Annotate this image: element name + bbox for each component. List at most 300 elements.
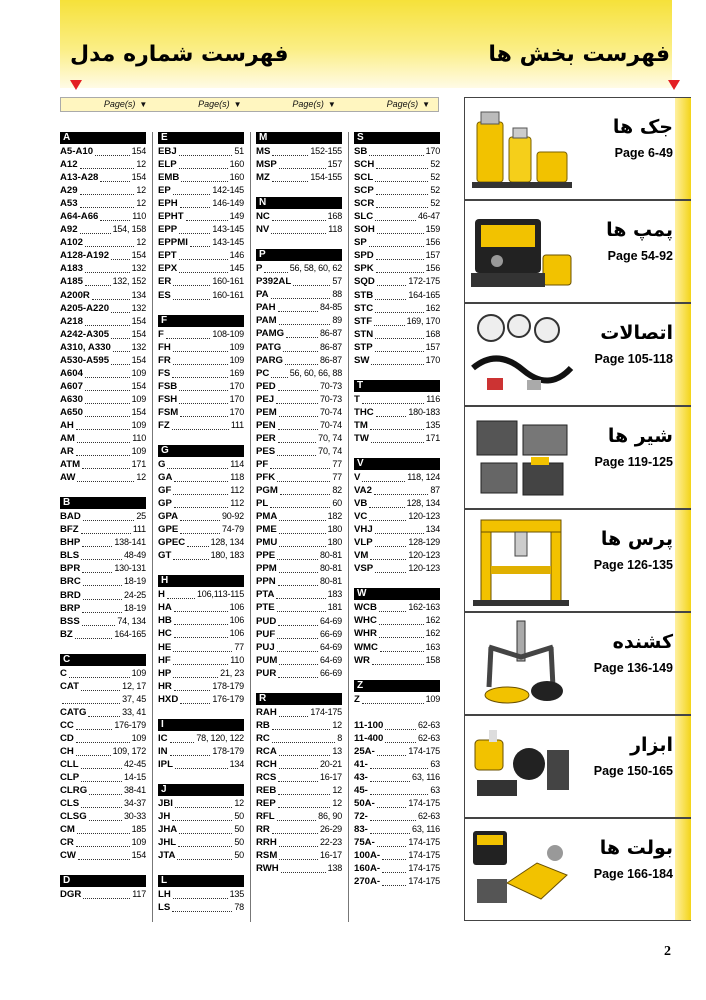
dot-leader: [81, 551, 122, 560]
page-ref: 168: [425, 328, 440, 339]
model-number: A310, A330: [60, 341, 111, 353]
model-number: SQD: [354, 276, 375, 288]
model-number: SCH: [354, 159, 375, 171]
index-entry: [354, 549, 440, 562]
index-section: [60, 654, 146, 863]
model-number: EPH: [158, 198, 178, 210]
page-ref: 154: [131, 380, 146, 391]
model-number: SOH: [354, 224, 375, 236]
model-number: C: [60, 667, 67, 679]
page-ref: 174-175: [408, 876, 440, 887]
category-fittings[interactable]: اتصالات Page 105-118: [464, 303, 691, 406]
index-entry: [256, 615, 342, 628]
page-ref: 33, 41: [122, 706, 146, 717]
dot-leader: [374, 317, 404, 326]
page-ref: 109: [131, 837, 146, 848]
section-letter: I: [158, 719, 244, 731]
index-entry: [354, 406, 440, 419]
model-number: PAM: [256, 315, 277, 327]
index-entry: [256, 745, 342, 758]
index-entry: [256, 432, 342, 445]
model-number: RCS: [256, 771, 277, 783]
index-entry: [354, 614, 440, 627]
model-number: CLS: [60, 798, 80, 810]
dot-leader: [278, 669, 318, 678]
dot-leader: [85, 264, 130, 273]
press-frame-icon: [467, 514, 577, 608]
dot-leader: [382, 877, 406, 886]
dot-leader: [277, 447, 316, 456]
page-ref: 138-141: [114, 537, 146, 548]
model-number: CH: [60, 745, 74, 757]
dot-leader: [173, 656, 228, 665]
index-entry: [158, 549, 244, 562]
page-ref: 57: [332, 276, 342, 287]
dot-leader: [180, 408, 227, 417]
model-number: MSP: [256, 159, 277, 171]
index-entry: [60, 445, 146, 458]
dot-leader: [362, 395, 424, 404]
index-entry: [354, 797, 440, 810]
dot-leader: [270, 460, 330, 469]
page-ref: 116: [426, 393, 440, 404]
index-column-2: [158, 132, 244, 922]
dot-leader: [173, 356, 228, 365]
model-number: GPEC: [158, 537, 186, 549]
page-ref: 130-131: [114, 563, 146, 574]
page-ref: 70, 74: [318, 445, 342, 456]
page-ref: 154: [131, 250, 146, 261]
index-entry: [60, 419, 146, 432]
model-number: AW: [60, 472, 76, 484]
page-ref: 12: [332, 798, 342, 809]
page-ref: 77: [332, 471, 342, 482]
page-ref: 51: [234, 146, 244, 156]
dot-leader: [85, 238, 134, 247]
page-ref: 170: [425, 354, 440, 365]
model-number: RCA: [256, 745, 277, 757]
category-pullers[interactable]: کشنده Page 136-149: [464, 612, 691, 715]
model-number: Z: [354, 693, 360, 705]
dot-leader: [375, 525, 424, 534]
dot-leader: [95, 147, 130, 156]
column-divider: [152, 132, 153, 922]
model-number: HA: [158, 602, 172, 614]
page-ref: 50: [234, 837, 244, 848]
dot-leader: [279, 512, 325, 521]
dot-leader: [82, 460, 130, 469]
model-number: GPA: [158, 511, 179, 523]
index-entry: [256, 601, 342, 614]
page-ref: 12: [136, 185, 146, 196]
page-ref: 30-33: [123, 811, 146, 822]
dot-leader: [375, 212, 416, 221]
index-entry: [256, 562, 342, 575]
dot-leader: [369, 512, 406, 521]
model-number: VHJ: [354, 524, 373, 536]
index-entry: [354, 497, 440, 510]
model-number: ER: [158, 276, 172, 288]
page-ref: 145: [229, 263, 244, 274]
down-arrow-icon: ▼: [233, 100, 242, 109]
index-entry: [158, 849, 244, 862]
category-valves[interactable]: شیر ها Page 119-125: [464, 406, 691, 509]
dot-leader: [172, 903, 232, 912]
index-entry: [354, 823, 440, 836]
index-entry: [60, 836, 146, 849]
dot-leader: [76, 421, 130, 430]
index-entry: [60, 184, 146, 197]
model-number: H: [158, 589, 165, 601]
dot-leader: [277, 551, 318, 560]
page-ref: 160: [229, 172, 244, 183]
model-number: SCP: [354, 185, 374, 197]
index-section: [354, 719, 440, 889]
model-number: ELP: [158, 159, 177, 171]
dot-leader: [178, 838, 232, 847]
index-entry: [256, 719, 342, 732]
page-ref: 128, 134: [406, 498, 440, 509]
model-number: BZ: [60, 628, 73, 640]
page-ref: 120-123: [408, 563, 440, 574]
model-number: BRD: [60, 589, 81, 601]
model-number: EPT: [158, 250, 177, 262]
index-entry: [256, 327, 342, 340]
model-number: 75A-: [354, 837, 375, 849]
index-entry: [354, 523, 440, 536]
index-section: [60, 497, 146, 640]
page-ref: 56, 60, 66, 88: [289, 367, 342, 378]
index-entry: [60, 771, 146, 784]
index-entry: [60, 354, 146, 367]
dot-leader: [77, 473, 134, 482]
page-ref: 50: [234, 850, 244, 861]
page-ref: 154: [131, 354, 146, 365]
index-entry: [158, 758, 244, 771]
dot-leader: [113, 343, 130, 352]
dot-leader: [172, 369, 227, 378]
index-entry: [158, 471, 244, 484]
model-number: HXD: [158, 693, 179, 705]
index-entry: [60, 693, 146, 706]
index-entry: [60, 236, 146, 249]
index-section: [256, 693, 342, 876]
index-section: [158, 719, 244, 771]
dot-leader: [181, 173, 227, 182]
model-number: FSM: [158, 406, 179, 418]
model-number: A242-A305: [60, 328, 110, 340]
index-entry: [256, 393, 342, 406]
model-number: HP: [158, 667, 172, 679]
page-ref: 160-161: [212, 276, 244, 287]
index-entry: [60, 888, 146, 901]
model-number: WCB: [354, 602, 377, 614]
dot-leader: [277, 630, 318, 639]
index-entry: [60, 158, 146, 171]
index-entry: [158, 406, 244, 419]
page-ref: 169: [229, 367, 244, 378]
model-number: CC: [60, 719, 74, 731]
category-jacks[interactable]: جک ها Page 6-49: [464, 97, 691, 200]
page-ref: 89: [332, 315, 342, 326]
model-number: GP: [158, 498, 172, 510]
model-number: BPR: [60, 563, 81, 575]
dot-leader: [278, 786, 330, 795]
page-ref: 109: [131, 446, 146, 457]
model-number: JBI: [158, 797, 173, 809]
index-entry: [60, 367, 146, 380]
index-entry: [60, 315, 146, 328]
dot-leader: [271, 290, 331, 299]
model-number: REP: [256, 798, 276, 810]
index-entry: [158, 367, 244, 380]
dot-leader: [180, 695, 210, 704]
model-number: VM: [354, 550, 369, 562]
index-section: [60, 132, 146, 484]
model-number: A185: [60, 276, 83, 288]
page-ref: 18-19: [123, 576, 146, 587]
page-ref: 109: [229, 354, 244, 365]
dot-leader: [174, 499, 228, 508]
model-number: CD: [60, 732, 74, 744]
page-ref: 26-29: [319, 824, 342, 835]
page-ref: 180: [327, 537, 342, 548]
index-entry: [158, 536, 244, 549]
model-number: A12: [60, 159, 78, 171]
dot-leader: [174, 616, 228, 625]
model-number: SPD: [354, 250, 374, 262]
dot-leader: [279, 538, 325, 547]
dot-leader: [280, 486, 331, 495]
down-arrow-icon: ▼: [422, 100, 430, 109]
dot-leader: [278, 303, 318, 312]
page-ref: 170: [229, 393, 244, 404]
model-number: A5-A10: [60, 146, 94, 157]
index-entry: [354, 758, 440, 771]
index-entry: [256, 497, 342, 510]
section-letter: W: [354, 588, 440, 600]
dot-leader: [278, 434, 316, 443]
model-number: GF: [158, 485, 172, 497]
model-number: RRH: [256, 837, 277, 849]
dot-leader: [279, 760, 318, 769]
dot-leader: [179, 225, 210, 234]
model-number: REB: [256, 785, 277, 797]
model-number: EBJ: [158, 146, 177, 157]
index-entry: [158, 262, 244, 275]
model-number: 50A-: [354, 797, 375, 809]
page-ref: 171: [131, 459, 146, 470]
dot-leader: [111, 304, 130, 313]
dot-leader: [272, 734, 335, 743]
dot-leader: [376, 264, 424, 273]
dot-leader: [83, 577, 122, 586]
model-number: FS: [158, 367, 171, 379]
category-tools[interactable]: ابزار Page 150-165: [464, 715, 691, 818]
index-entry: [60, 797, 146, 810]
dot-leader: [76, 721, 113, 730]
page-ref: 109: [131, 367, 146, 378]
page-ref: 157: [327, 159, 342, 170]
index-section: [354, 680, 440, 706]
model-number: A102: [60, 237, 83, 249]
category-panel: [464, 97, 691, 919]
index-entry: [256, 862, 342, 875]
page-ref: 21, 23: [220, 667, 244, 678]
dot-leader: [80, 160, 135, 169]
model-number: WHR: [354, 628, 377, 640]
section-letter: Z: [354, 680, 440, 692]
index-section: [256, 132, 342, 184]
model-number: G: [158, 458, 166, 470]
index-entry: [158, 275, 244, 288]
index-column-4: [354, 132, 440, 922]
page-ref: 109: [131, 419, 146, 430]
index-entry: [60, 289, 146, 302]
index-section: [158, 875, 244, 914]
model-number: PUJ: [256, 641, 275, 653]
model-number: PPE: [256, 550, 276, 562]
model-number: JHL: [158, 837, 177, 849]
dot-leader: [111, 330, 130, 339]
model-number: PAMG: [256, 328, 285, 340]
index-entry: [60, 406, 146, 419]
model-number: F: [158, 328, 164, 340]
index-entry: [256, 275, 342, 288]
index-entry: [60, 732, 146, 745]
model-number: FH: [158, 341, 171, 353]
index-entry: [354, 836, 440, 849]
page-ref: 158: [425, 654, 440, 665]
model-number: A64-A66: [60, 211, 99, 223]
index-entry: [60, 784, 146, 797]
page-ref: 110: [230, 654, 244, 665]
model-number: SB: [354, 146, 368, 157]
index-entry: [158, 680, 244, 693]
index-entry: [354, 315, 440, 328]
page-ref: 38-41: [123, 785, 146, 796]
page-ref: 146-149: [212, 198, 244, 209]
model-number: PAH: [256, 302, 276, 314]
model-number: PC: [256, 367, 270, 379]
page-ref: 8: [337, 732, 342, 743]
index-entry: [256, 641, 342, 654]
page-ref: 154, 158: [112, 224, 146, 235]
dot-leader: [83, 890, 130, 899]
model-number: EP: [158, 185, 171, 197]
section-letter: B: [60, 497, 146, 509]
page-ref: 37, 45: [122, 693, 146, 704]
model-number: MS: [256, 146, 271, 157]
model-number: JHA: [158, 823, 178, 835]
index-section: [256, 197, 342, 236]
model-number: EPP: [158, 224, 178, 236]
index-entry: [256, 836, 342, 849]
dot-leader: [377, 277, 407, 286]
dot-leader: [279, 564, 318, 573]
model-number: PGM: [256, 485, 278, 497]
page-ref: 109: [131, 732, 146, 743]
model-number: A205-A220: [60, 302, 110, 314]
dot-leader: [370, 812, 416, 821]
model-number: GT: [158, 550, 172, 562]
category-pumps[interactable]: پمپ ها Page 54-92: [464, 200, 691, 303]
index-entry: [256, 732, 342, 745]
hydraulic-pump-icon: [467, 205, 577, 299]
model-number: GA: [158, 471, 173, 483]
page-ref: 14-15: [123, 772, 146, 783]
index-entry: [256, 419, 342, 432]
model-number: CW: [60, 850, 76, 862]
dot-leader: [272, 721, 331, 730]
page-ref: 12: [332, 719, 342, 730]
index-entry: [60, 602, 146, 615]
model-number: 43-: [354, 771, 368, 783]
index-entry: [60, 536, 146, 549]
index-entry: [158, 158, 244, 171]
model-number: RC: [256, 732, 270, 744]
dot-leader: [264, 264, 287, 273]
index-entry: [158, 654, 244, 667]
index-entry: [256, 575, 342, 588]
page-ref: 74-79: [221, 524, 244, 535]
page-ref: 109: [425, 693, 440, 704]
page-ref: 12: [136, 159, 146, 170]
category-bolting[interactable]: بولت ها Page 166-184: [464, 818, 691, 921]
dot-leader: [375, 304, 423, 313]
page-ref: 174-175: [408, 850, 440, 861]
index-column-3: [256, 132, 342, 922]
index-entry: [158, 797, 244, 810]
dot-leader: [279, 708, 309, 717]
category-presses[interactable]: پرس ها Page 126-135: [464, 509, 691, 612]
dot-leader: [175, 799, 232, 808]
index-entry: [60, 849, 146, 862]
model-number: PME: [256, 524, 277, 536]
page-ref: 77: [332, 458, 342, 469]
pages-header-cell: Page(s) ▼: [103, 99, 148, 109]
model-number: 11-100: [354, 719, 384, 731]
index-entry: [354, 210, 440, 223]
index-entry: [354, 197, 440, 210]
index-entry: [256, 667, 342, 680]
index-section: [354, 380, 440, 445]
model-number: HB: [158, 615, 172, 627]
dot-leader: [179, 395, 227, 404]
index-section: [158, 784, 244, 862]
page-ref: 118, 124: [407, 471, 440, 482]
page-ref: 111: [132, 524, 146, 535]
page-ref: 77: [234, 641, 244, 652]
model-number: AR: [60, 446, 74, 458]
model-number: GPE: [158, 524, 179, 536]
page-ref: 118: [230, 471, 244, 482]
index-entry: [354, 849, 440, 862]
model-number: A128-A192: [60, 250, 110, 262]
model-number: SW: [354, 354, 370, 366]
model-number: PL: [256, 498, 269, 510]
index-entry: [60, 810, 146, 823]
dot-leader: [277, 812, 317, 821]
model-number: STN: [354, 328, 374, 340]
dot-leader: [374, 486, 428, 495]
dot-leader: [279, 838, 318, 847]
page-ref: 134: [229, 758, 244, 769]
model-number: BSS: [60, 615, 80, 627]
index-entry: [256, 823, 342, 836]
model-number: A650: [60, 406, 83, 418]
model-number: PF: [256, 458, 269, 470]
